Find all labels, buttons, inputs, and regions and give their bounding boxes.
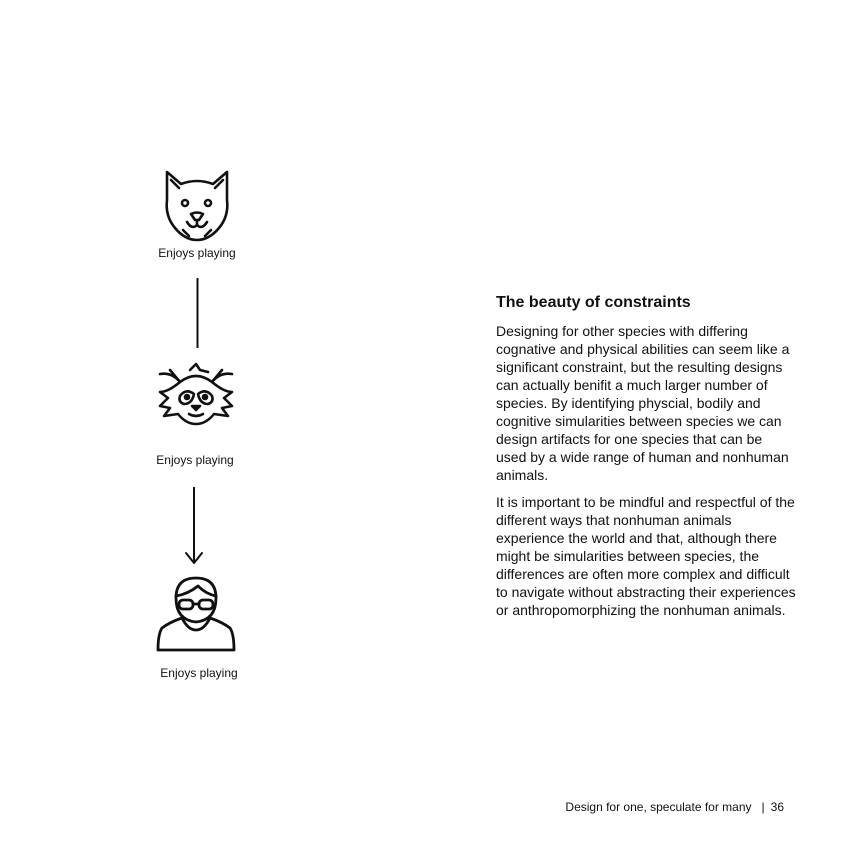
- footer-separator: |: [761, 800, 765, 814]
- node-1-caption: Enjoys playing: [158, 246, 236, 260]
- node-3-caption: Enjoys playing: [160, 666, 238, 680]
- node-2-caption: Enjoys playing: [156, 453, 234, 467]
- article-title: The beauty of constraints: [496, 294, 691, 311]
- page-number: 36: [770, 800, 784, 814]
- article-paragraph-2: It is important to be mindful and respectful of the different ways that nonhuman animals experience the world and that, although there might be simularities between species, the differences are often more complex and difficult to navigate without abstracting their experiences or anthropomorphizing the nonhuman animals.: [496, 494, 796, 618]
- connector-line: [195, 278, 201, 348]
- footer-book-title: Design for one, speculate for many: [565, 800, 752, 814]
- person-with-glasses-icon: [156, 574, 236, 654]
- cat-icon: [161, 168, 233, 244]
- article: [496, 293, 796, 628]
- connector-arrow: [184, 487, 206, 567]
- raccoon-icon: [156, 362, 236, 428]
- article-paragraph-1: Designing for other species with differing cognative and physical abilities can seem like a significant constraint, but the resulting designs can actually benifit a much larger number of species. By identifying physcial, bodily and cognitive simularities between species we can design artifacts for one species that can be used by a wide range of human and nonhuman animals.: [496, 323, 790, 483]
- page-footer: [565, 800, 784, 814]
